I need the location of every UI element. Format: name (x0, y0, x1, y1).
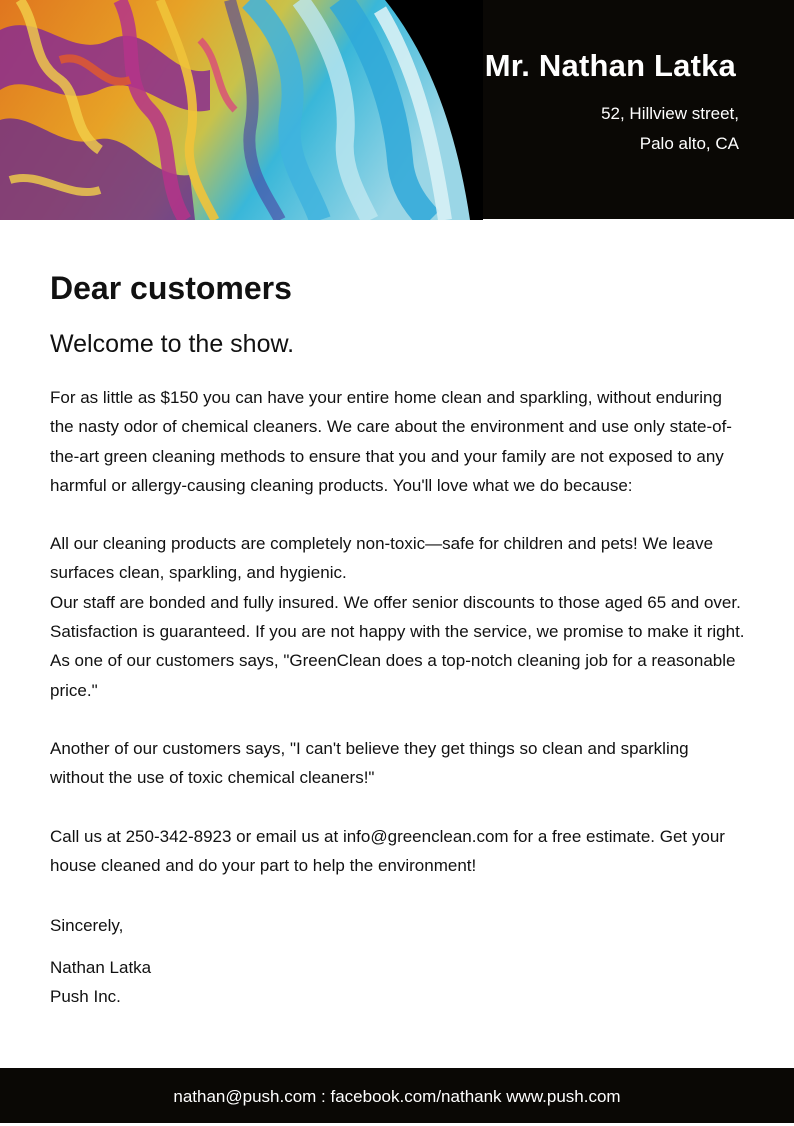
paragraph-products: All our cleaning products are completely non-toxic—safe for children and pets! We leave surfaces clean, sparkling, and hygienic. (50, 534, 714, 583)
signature-block (50, 953, 745, 1011)
sender-address (601, 99, 739, 159)
footer-contact: nathan@push.com : facebook.com/nathank www.push.com (173, 1087, 621, 1106)
welcome-subheading: Welcome to the show. (50, 330, 295, 358)
letterhead (0, 0, 794, 220)
paragraph-testimonial: Another of our customers says, "I can't believe they get things so clean and sparkling without the use of toxic chemical cleaners!" (50, 738, 689, 788)
paragraph-contact: Call us at 250-342-8923 or email us at info@greenclean.com for a free estimate. Get your house cleaned and do your part to help the environment! (50, 826, 725, 875)
paragraph-staff: Our staff are bonded and fully insured. We offer senior discounts to those aged 65 and over. Satisfaction is guaranteed. If you are not happy with the service, we promise to make it right. As one of our customers says, "GreenClean does a top-notch cleaning job for a reasonable price." (50, 592, 745, 700)
greeting-heading: Dear customers (50, 270, 292, 306)
sender-name: Mr. Nathan Latka (484, 48, 736, 83)
signature-company: Push Inc. (50, 987, 121, 1007)
address-line-1: 52, Hillview street, (601, 104, 739, 123)
address-line-2: Palo alto, CA (639, 134, 739, 153)
soap-bubble-image (0, 0, 483, 220)
signature-name: Nathan Latka (50, 958, 152, 978)
closing: Sincerely, (50, 916, 124, 936)
footer-bar (0, 1068, 794, 1123)
sender-panel (483, 0, 794, 219)
paragraph-intro: For as little as $150 you can have your entire home clean and sparkling, without enduring the nasty odor of chemical cleaners. We care about the environment and use only state-of-the-art green cleaning methods to ensure that you and your family are not exposed to any harmful or allergy-causing cleaning products. You'll love what we do because: (50, 388, 732, 495)
letter-body (50, 268, 745, 1011)
